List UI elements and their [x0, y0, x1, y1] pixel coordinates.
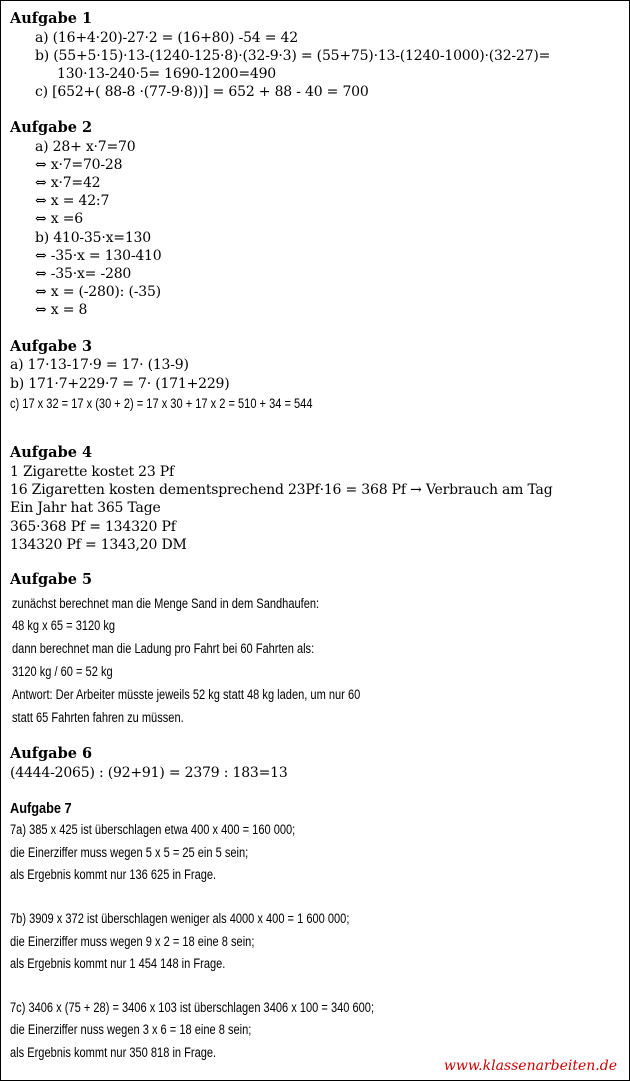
aufgabe-6-title: Aufgabe 6: [10, 745, 93, 762]
aufgabe-1-title: Aufgabe 1: [10, 10, 93, 27]
aufgabe-5-line: 48 kg x 65 = 3120 kg: [12, 618, 116, 633]
aufgabe-4-title: Aufgabe 4: [10, 444, 93, 461]
aufgabe-2-line: b) 410-35·x=130: [35, 230, 151, 246]
aufgabe-2-line: ⇔ x·7=70-28: [35, 157, 123, 173]
aufgabe-2-line: ⇔ x = 42:7: [35, 193, 110, 209]
aufgabe-2-line: a) 28+ x·7=70: [35, 139, 136, 155]
aufgabe-7-line: 7a) 385 x 425 ist überschlagen etwa 400 x 400 = 160 000;: [10, 822, 296, 837]
aufgabe-7-line: 7c) 3406 x (75 + 28) = 3406 x 103 ist überschlagen 3406 x 100 = 340 600;: [10, 1000, 375, 1015]
aufgabe-7-line: als Ergebnis kommt nur 1 454 148 in Frage.: [10, 956, 226, 971]
aufgabe-7-line: die Einerziffer muss wegen 5 x 5 = 25 ein 5 sein;: [10, 845, 249, 860]
aufgabe-7-line: 7b) 3909 x 372 ist überschlagen weniger als 4000 x 400 = 1 600 000;: [10, 911, 350, 926]
aufgabe-4-line: 134320 Pf = 1343,20 DM: [10, 537, 187, 553]
aufgabe-7-title: Aufgabe 7: [10, 800, 72, 817]
footer-website-link[interactable]: www.klassenarbeiten.de: [443, 1058, 617, 1074]
aufgabe-7-line: die Einerziffer muss wegen 9 x 2 = 18 eine 8 sein;: [10, 934, 255, 949]
aufgabe-2-line: ⇔ -35·x= -280: [35, 266, 132, 282]
aufgabe-5-line: 3120 kg / 60 = 52 kg: [12, 664, 113, 679]
aufgabe-1-b-continued: 130·13-240·5= 1690-1200=490: [57, 66, 277, 82]
aufgabe-5-title: Aufgabe 5: [10, 571, 93, 588]
aufgabe-3-b: b) 171·7+229·7 = 7· (171+229): [10, 376, 230, 392]
aufgabe-3-a: a) 17·13-17·9 = 17· (13-9): [10, 357, 189, 373]
aufgabe-2-line: ⇔ x =6: [35, 211, 83, 227]
aufgabe-4-line: Ein Jahr hat 365 Tage: [10, 500, 161, 516]
aufgabe-7-line: als Ergebnis kommt nur 136 625 in Frage.: [10, 867, 217, 882]
aufgabe-5-line: dann berechnet man die Ladung pro Fahrt bei 60 Fahrten als:: [12, 641, 315, 656]
aufgabe-2-title: Aufgabe 2: [10, 119, 93, 136]
aufgabe-7-line: als Ergebnis kommt nur 350 818 in Frage.: [10, 1045, 217, 1060]
aufgabe-3-c: c) 17 x 32 = 17 x (30 + 2) = 17 x 30 + 17 x 2 = 510 + 34 = 544: [10, 396, 313, 411]
aufgabe-3-title: Aufgabe 3: [10, 338, 93, 355]
aufgabe-2-line: ⇔ x·7=42: [35, 175, 101, 191]
aufgabe-5-line: statt 65 Fahrten fahren zu müssen.: [12, 710, 184, 725]
aufgabe-1-a: a) (16+4·20)-27·2 = (16+80) -54 = 42: [35, 30, 298, 46]
aufgabe-2-line: ⇔ x = 8: [35, 302, 88, 318]
aufgabe-1-b: b) (55+5·15)·13-(1240-125·8)·(32-9·3) = (55+75)·13-(1240-1000)·(32-27)=: [35, 48, 551, 64]
aufgabe-6-line: (4444-2065) : (92+91) = 2379 : 183=13: [10, 765, 288, 781]
aufgabe-4-line: 365·368 Pf = 134320 Pf: [10, 519, 176, 535]
aufgabe-1-c: c) [652+( 88-8 ·(77-9·8))] = 652 + 88 - 40 = 700: [35, 84, 369, 100]
aufgabe-4-line: 1 Zigarette kostet 23 Pf: [10, 464, 174, 480]
aufgabe-7-line: die Einerziffer nuss wegen 3 x 6 = 18 eine 8 sein;: [10, 1022, 252, 1037]
aufgabe-2-line: ⇔ x = (-280): (-35): [35, 284, 161, 300]
aufgabe-2-line: ⇔ -35·x = 130-410: [35, 248, 162, 264]
aufgabe-4-line: 16 Zigaretten kosten dementsprechend 23Pf·16 = 368 Pf → Verbrauch am Tag: [10, 482, 553, 498]
aufgabe-5-line: zunächst berechnet man die Menge Sand in dem Sandhaufen:: [12, 596, 320, 611]
aufgabe-5-line: Antwort: Der Arbeiter müsste jeweils 52 kg statt 48 kg laden, um nur 60: [12, 687, 361, 702]
